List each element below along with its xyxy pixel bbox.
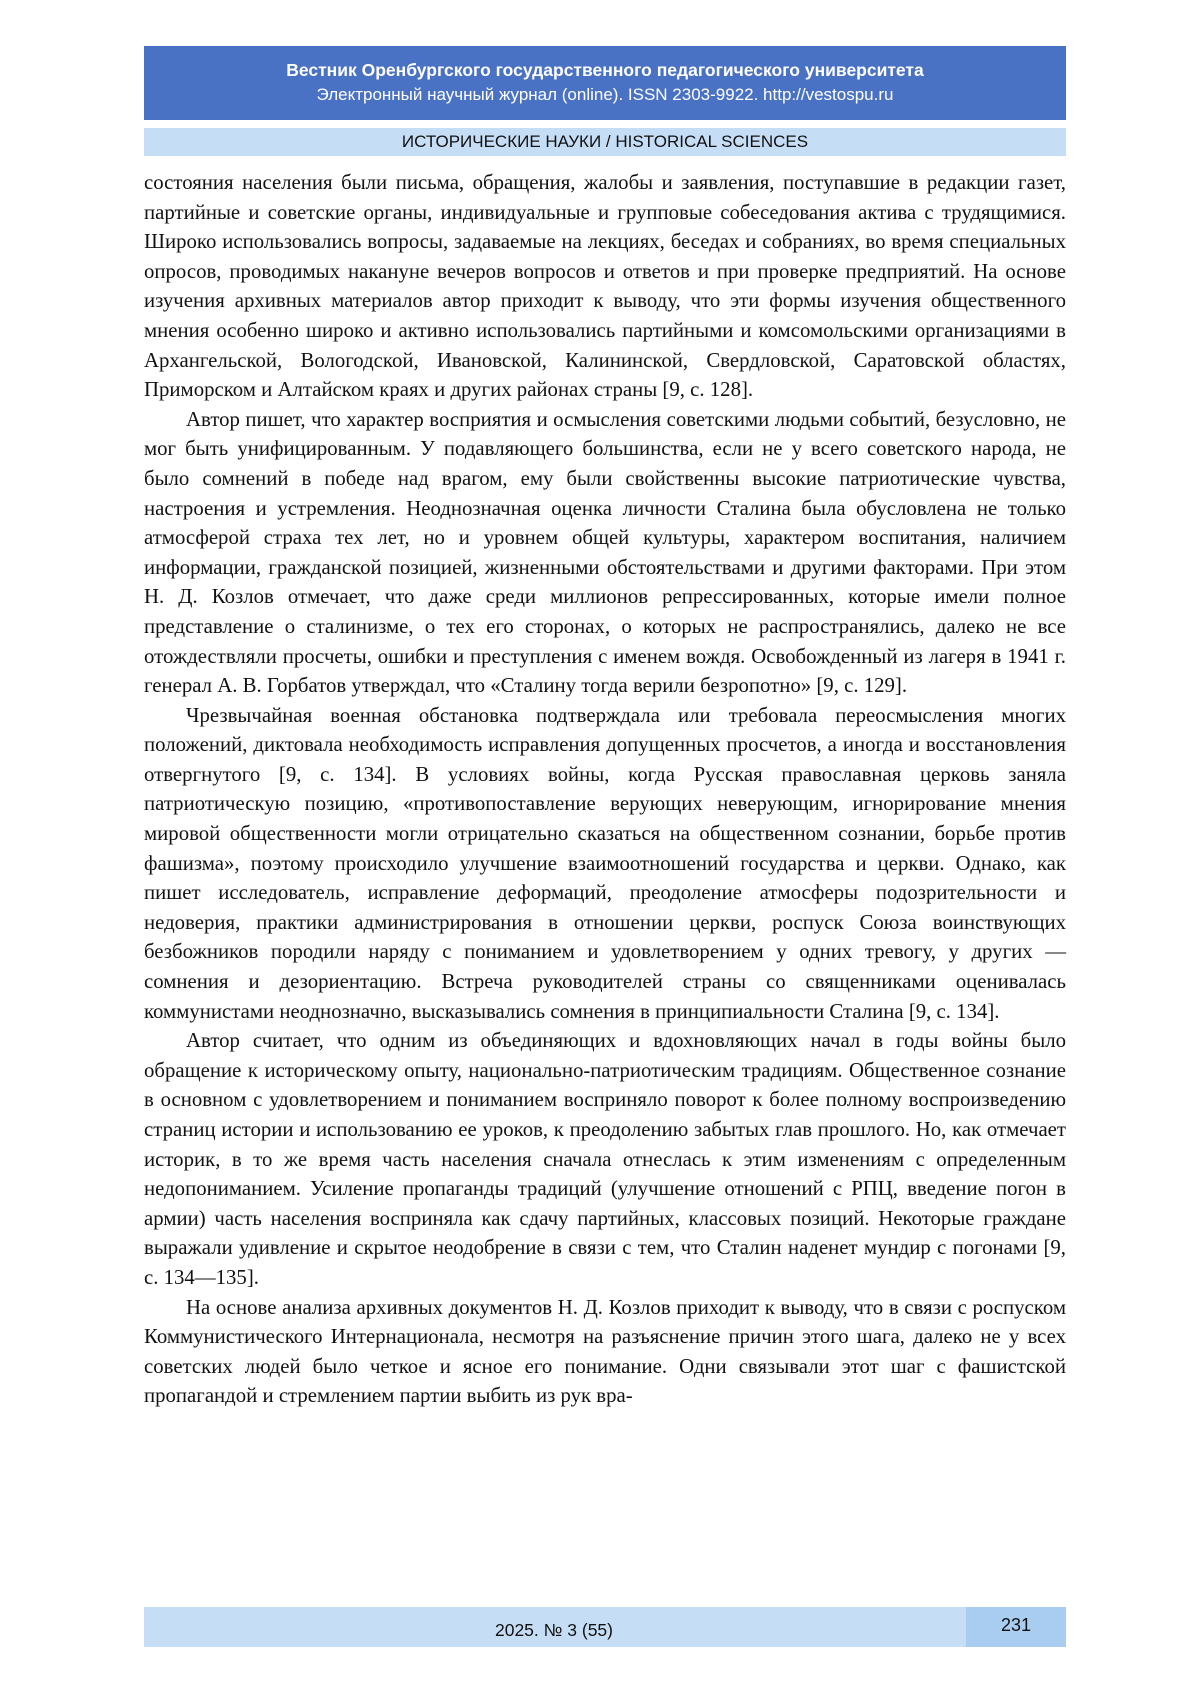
section-heading: ИСТОРИЧЕСКИЕ НАУКИ / HISTORICAL SCIENCES bbox=[144, 128, 1066, 156]
journal-title: Вестник Оренбургского государственного педагогического университета bbox=[286, 60, 924, 80]
journal-header bbox=[144, 46, 1066, 120]
page-number: 231 bbox=[966, 1607, 1066, 1647]
issue-label: 2025. № 3 (55) bbox=[494, 1620, 613, 1640]
paragraph: состояния населения были письма, обращения, жалобы и заявления, поступавшие в редакции газет, партийные и советские органы, индивидуальные и групповые собеседования актива с трудящимися. Широко использовались вопросы, задаваемые на лекциях, беседах и собраниях, во время специальных опросов, проводимых накануне вечеров вопросов и ответов и при проверке предприятий. На основе изучения архивных материалов автор приходит к выводу, что эти формы изучения общественного мнения особенно широко и активно использовались партийными и комсомольскими организациями в Архангельской, Вологодской, Ивановской, Калининской, Свердловской, Саратовской областях, Приморском и Алтайском краях и других районах страны [9, с. 128]. bbox=[144, 171, 1066, 402]
page-footer bbox=[144, 1607, 1066, 1647]
journal-subtitle: Электронный научный журнал (online). ISSN 2303-9922. http://vestospu.ru bbox=[316, 85, 894, 104]
paragraph: Автор пишет, что характер восприятия и осмысления советскими людьми событий, безусловно, не мог быть унифицированным. У подавляющего большинства, если не у всего советского народа, не было сомнений в победе над врагом, ему были свойственны высокие патриотические чувства, настроения и устремления. Неоднозначная оценка личности Сталина была обусловлена не только атмосферой страха тех лет, но и уровнем общей культуры, характером воспитания, наличием информации, гражданской позицией, жизненными обстоятельствами и другими факторами. При этом Н. Д. Козлов отмечает, что даже среди миллионов репрессированных, которые имели полное представление о сталинизме, о тех его сторонах, о которых не распространялись, далеко не все отождествляли просчеты, ошибки и преступления с именем вождя. Освобожденный из лагеря в 1941 г. генерал А. В. Горбатов утверждал, что «Сталину тогда верили безропотно» [9, с. 129]. bbox=[144, 407, 1066, 698]
paragraph: На основе анализа архивных документов Н. Д. Козлов приходит к выводу, что в связи с роспуском Коммунистического Интернационала, несмотря на разъяснение причин этого шага, далеко не у всех советских людей было четкое и ясное его понимание. Одни связывали этот шаг с фашистской пропагандой и стремлением партии выбить из рук вра- bbox=[144, 1295, 1066, 1408]
paragraph: Чрезвычайная военная обстановка подтверждала или требовала переосмысления многих положений, диктовала необходимость исправления допущенных просчетов, а иногда и восстановления отвергнутого [9, с. 134]. В условиях войны, когда Русская православная церковь заняла патриотическую позицию, «противопоставление верующих неверующим, игнорирование мнения мировой общественности могли отрицательно сказаться на общественном сознании, борьбе против фашизма», поэтому происходило улучшение взаимоотношений государства и церкви. Однако, как пишет исследователь, исправление деформаций, преодоление атмосферы подозрительности и недоверия, практики администрирования в отношении церкви, роспуск Союза воинствующих безбожников породили наряду с пониманием и удовлетворением у одних тревогу, у других — сомнения и дезориентацию. Встреча руководителей страны со священниками оценивалась коммунистами неоднозначно, высказывались сомнения в принципиальности Сталина [9, с. 134]. bbox=[144, 703, 1066, 1023]
article-body bbox=[144, 168, 1066, 1411]
paragraph: Автор считает, что одним из объединяющих и вдохновляющих начал в годы войны было обращение к историческому опыту, национально-патриотическим традициям. Общественное сознание в основном с удовлетворением и пониманием восприняло поворот к более полному воспроизведению страниц истории и использованию ее уроков, к преодолению забытых глав прошлого. Но, как отмечает историк, в то же время часть населения сначала отнеслась к этим изменениям с определенным недопониманием. Усиление пропаганды традиций (улучшение отношений с РПЦ, введение погон в армии) часть населения восприняла как сдачу партийных, классовых позиций. Некоторые граждане выражали удивление и скрытое неодобрение в связи с тем, что Сталин наденет мундир с погонами [9, с. 134—135]. bbox=[144, 1029, 1066, 1289]
